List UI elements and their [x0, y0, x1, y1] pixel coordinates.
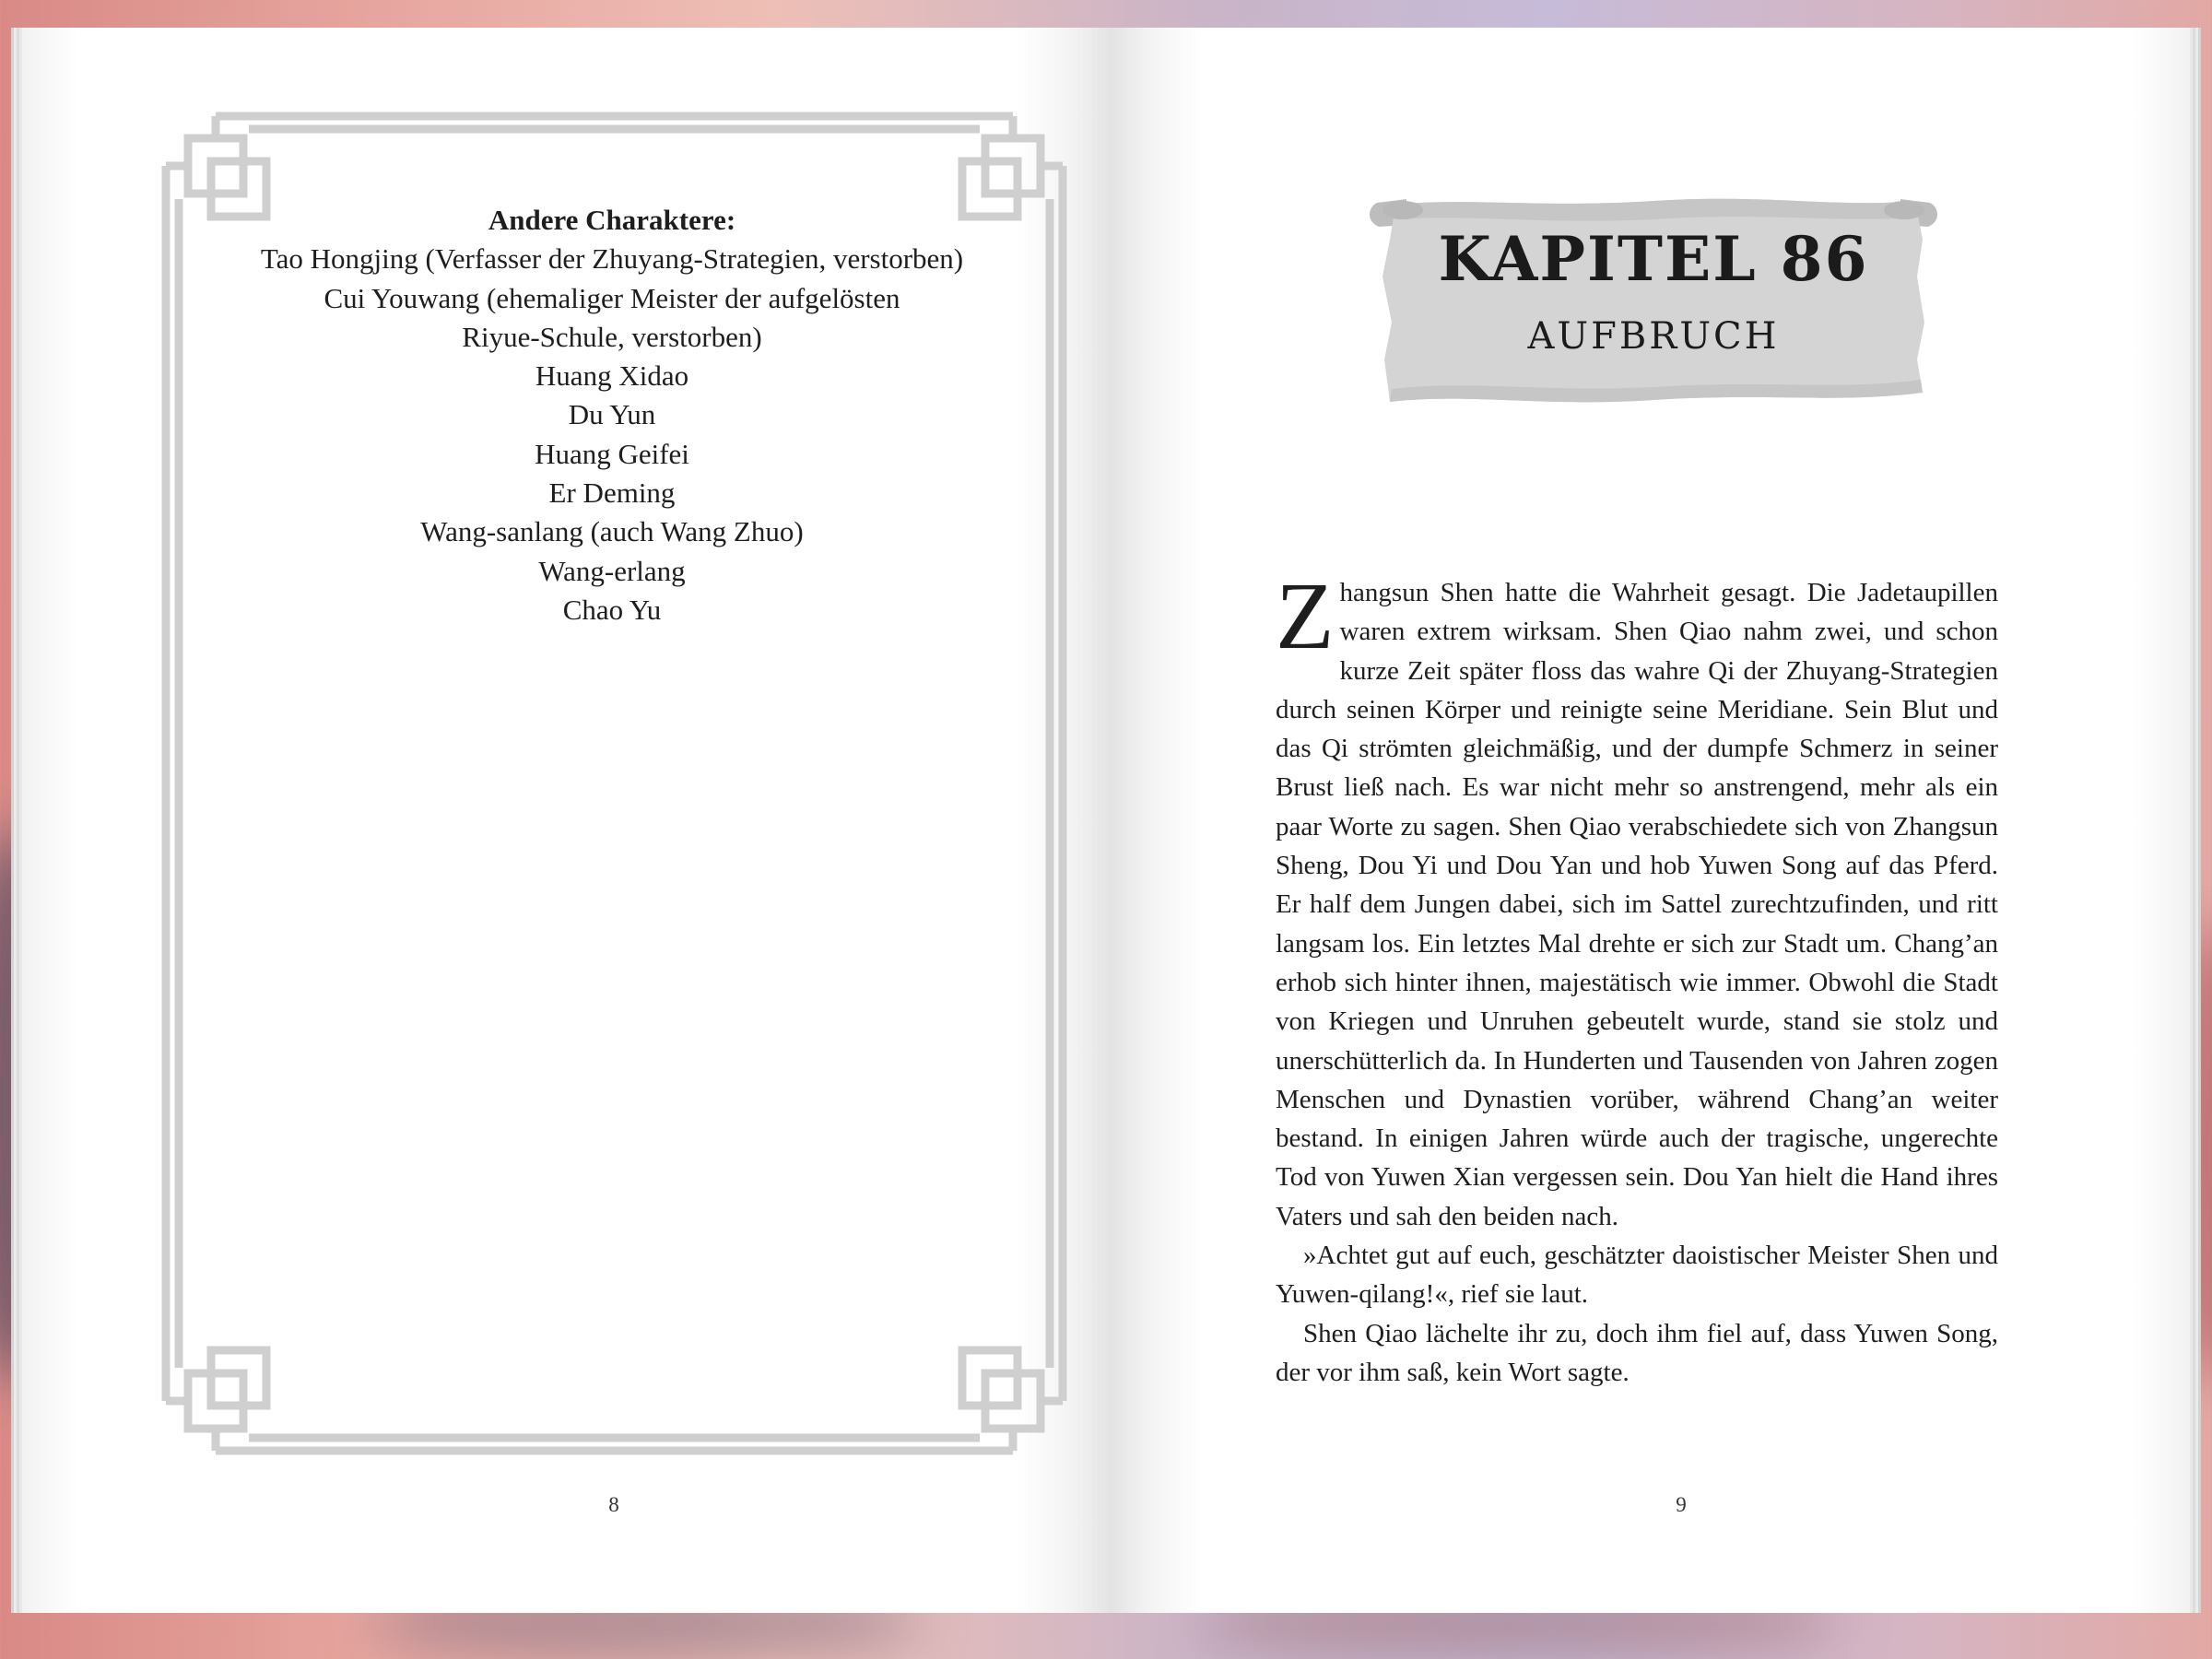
- list-item: Wang-erlang: [538, 554, 686, 587]
- list-item: Huang Xidao: [535, 359, 689, 393]
- page-number-left: 8: [608, 1493, 619, 1516]
- list-item: Chao Yu: [562, 593, 662, 626]
- list-item: Huang Geifei: [535, 437, 689, 470]
- chapter-title: KAPITEL 86: [1438, 223, 1869, 295]
- page-number-right: 9: [1676, 1493, 1687, 1516]
- list-item: Du Yun: [568, 398, 656, 431]
- drop-cap: Z: [1276, 563, 1335, 669]
- open-book: [22, 28, 2190, 1613]
- paragraph: »Achtet gut auf euch, geschätzter daoistischer Meister Shen und Yuwen-qilang!«, rief sie laut.: [1276, 1241, 1998, 1310]
- left-page: [22, 28, 1110, 1613]
- chapter-subtitle: AUFBRUCH: [1527, 315, 1780, 358]
- list-item: Tao Hongjing (Verfasser der Zhuyang-Strategien, verstorben): [260, 242, 964, 276]
- list-item: Riyue-Schule, verstorben): [462, 320, 762, 353]
- chapter-body: [1276, 563, 1998, 1392]
- chapter-banner: [1359, 166, 1948, 424]
- paragraph-text: hangsun Shen hatte die Wahrheit gesagt. Die Jadetaupillen waren extrem wirksam. Shen Qiao nahm zwei, und schon kurze Zeit später floss das wahre Qi der Zhuyang-Strategien durch seinen Körper und reinigte seine Meridiane. Sein Blut und das Qi strömten gleichmäßig, und der dumpfe Schmerz in seiner Brust ließ nach. Es war nicht mehr so anstrengend, mehr als ein paar Worte zu sagen. Shen Qiao verabschiedete sich von Zhangsun Sheng, Dou Yi und Dou Yan und hob Yuwen Song auf das Pferd. Er half dem Jungen dabei, sich im Sattel zurechtzufinden, und ritt langsam los. Ein letztes Mal drehte er sich zur Stadt um. Chang’an erhob sich hinter ihnen, majestätisch wie immer. Obwohl die Stadt von Kriegen und Unruhen gebeutelt wurde, stand sie stolz und unerschütterlich da. In Hunderten und Tausenden von Jahren zogen Menschen und Dynastien vorüber, während Chang’an weiter bestand. In einigen Jahren würde auch der tragische, ungerechte Tod von Yuwen Xian vergessen sein. Dou Yan hielt die Hand ihres Vaters und sah den beiden nach.: [1276, 578, 1998, 1231]
- list-item: Cui Youwang (ehemaliger Meister der aufgelösten: [324, 281, 900, 314]
- list-item: Wang-sanlang (auch Wang Zhuo): [420, 515, 804, 548]
- list-item: Er Deming: [548, 477, 676, 510]
- character-list-heading: Andere Charaktere:: [488, 204, 736, 236]
- paragraph: Shen Qiao lächelte ihr zu, doch ihm fiel auf, dass Yuwen Song, der vor ihm saß, kein Wort sagte.: [1276, 1318, 1998, 1387]
- character-list: [225, 201, 999, 629]
- right-page: [1110, 28, 2190, 1613]
- paragraph: [1276, 563, 1998, 1236]
